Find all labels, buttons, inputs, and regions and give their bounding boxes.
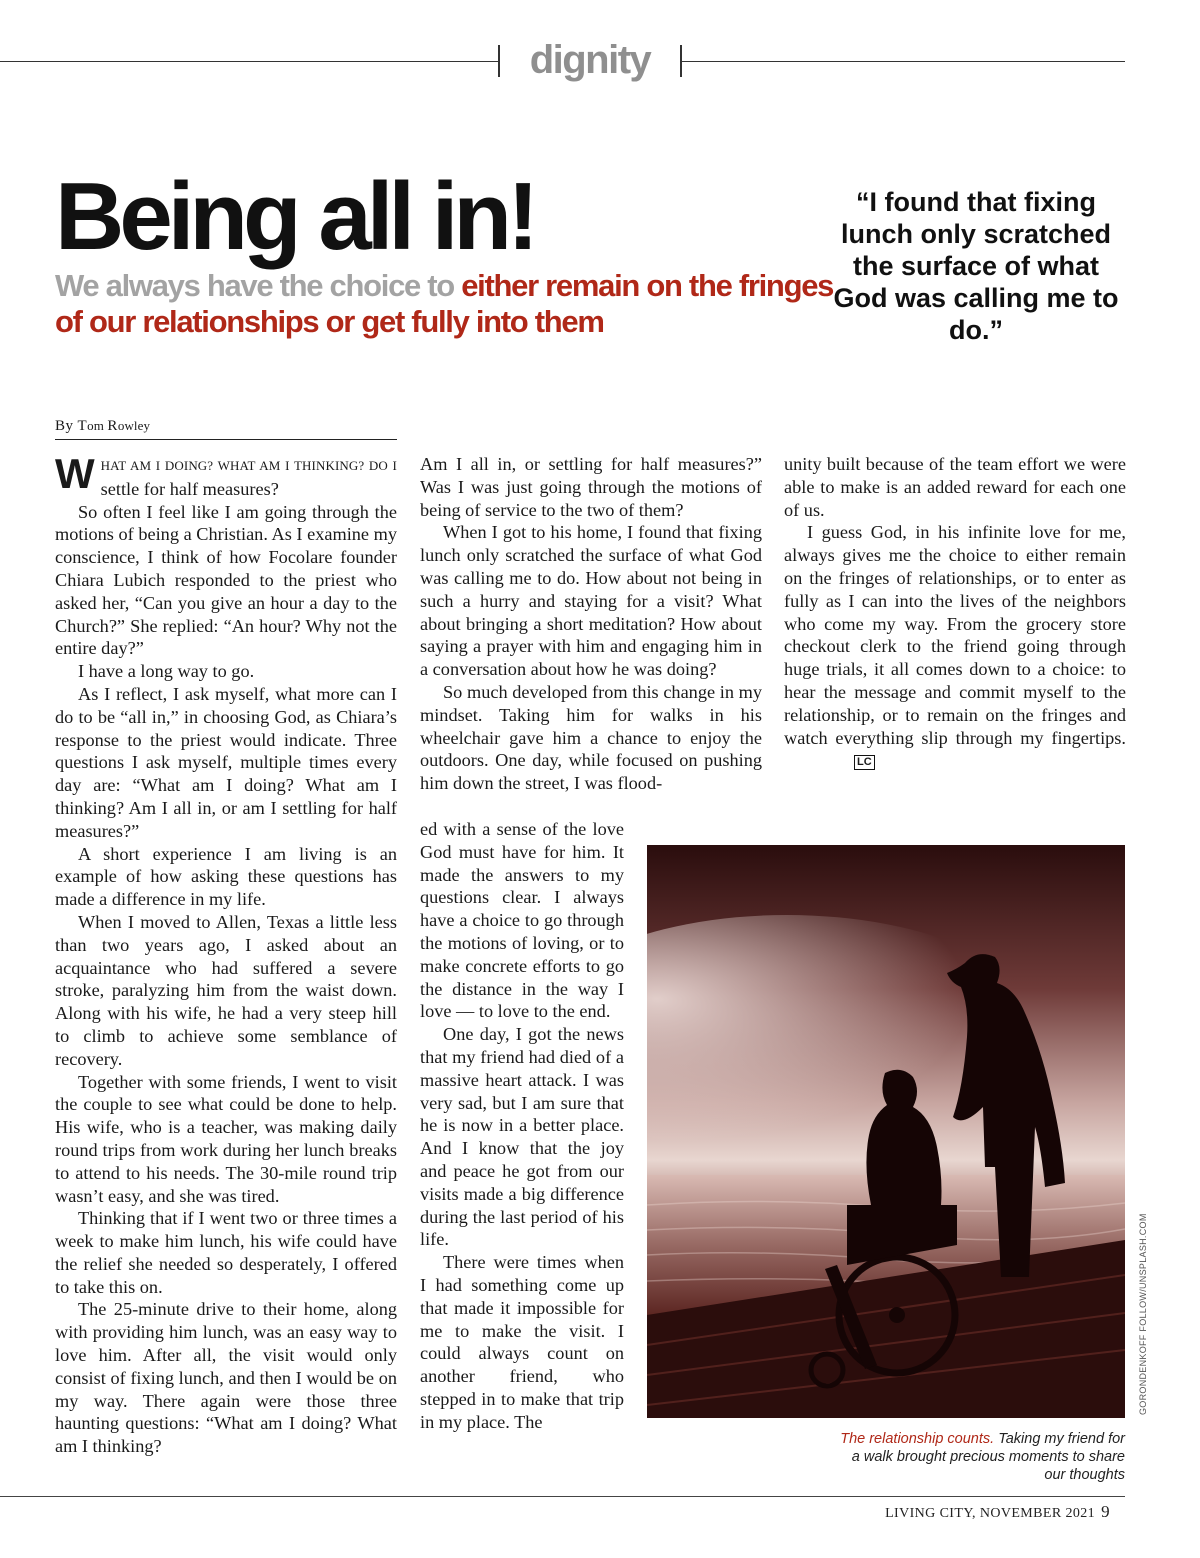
pull-quote: “I found that fixing lunch only scratched the surface of what God was calling me to do.” — [833, 187, 1119, 345]
body-paragraph: So much developed from this change in my mindset. Taking him for walks in his wheelchair gave him a chance to enjoy the outdoors. One day, while focused on pushing him down the street, I was flood- — [420, 681, 762, 794]
lead-paragraph — [55, 450, 397, 501]
body-paragraph-continued: Am I all in, or settling for half measures?” Was I was just going through the motions of being of service to the two of them? — [420, 454, 762, 520]
body-paragraph: I have a long way to go. — [78, 661, 255, 682]
byline-author-part: owley — [117, 418, 151, 433]
article-column-2-upper — [420, 453, 762, 795]
body-paragraph: One day, I got the news that my friend had died of a massive heart attack. I was very sad, but I am sure that he is now in a better place. And I know that the joy and peace he got from our visits made a big difference during the last period of his life. — [420, 1024, 624, 1250]
body-paragraph: When I got to his home, I found that fixing lunch only scratched the surface of what God was calling me to do. How about not being in such a hurry and staying for a visit? What about bringing a short meditation? How about saying a prayer with him and engaging him in a conversation about how he was doing? — [420, 522, 762, 680]
byline-author-initial: T — [77, 418, 88, 434]
subhead-grey: We always have the choice to — [55, 268, 462, 303]
publication-name: LIVING CITY, NOVEMBER 2021 — [885, 1506, 1096, 1521]
body-paragraph-final — [784, 521, 1126, 772]
final-text: I guess God, in his infinite love for me, always gives me the choice to either remain on the fringes of relationships, or to enter as fully as I can into the lives of the neighbors who come my way. From the grocery store checkout clerk to the friend going through huge trials, it all comes down to a choice: to hear the message and commit myself to the relationship, or to remain on the fringes and watch everything slip through my fingertips. — [784, 522, 1126, 748]
article-photo — [647, 845, 1125, 1418]
byline-author-part: om — [87, 418, 108, 433]
body-paragraph: When I moved to Allen, Texas a little less than two years ago, I asked about an acquaintance who had suffered a severe stroke, paralyzing him from the waist down. Along with his wife, he had a very steep hill to climb to achieve some semblance of recovery. — [55, 911, 397, 1069]
body-paragraph-continued: unity built because of the team effort we were able to make is an added reward for each one of us. — [784, 454, 1126, 520]
lead-caps: HAT AM I DOING? WHAT AM I THINKING? DO I — [100, 458, 397, 473]
byline-rule — [55, 439, 397, 440]
drop-cap: W — [55, 450, 95, 497]
caption-text: Taking my friend for a walk brought precious moments to share our thoughts — [851, 1431, 1125, 1483]
page-footer — [885, 1502, 1110, 1522]
byline-by: By — [55, 418, 78, 434]
article-column-3 — [784, 453, 1126, 772]
article-headline: Being all in! — [55, 163, 535, 270]
body-paragraph: Together with some friends, I went to visit the couple to see what could be done to help. His wife, who is a teacher, was making daily round trips from work during her lunch breaks to attend to his needs. The 30-mile round trip wasn’t easy, and she was tired. — [55, 1071, 397, 1206]
lead-rest: settle for half measures? — [100, 478, 279, 499]
caption-lead: The relationship counts. — [840, 1431, 995, 1447]
body-paragraph: There were times when I had something come up that made it impossible for me to make the visit. I could always count on another friend, who stepped in to make that trip in my place. The — [420, 1252, 624, 1432]
byline — [55, 418, 150, 435]
subhead-red: either remain on the fringes of our relationships or get fully into them — [55, 268, 834, 339]
article-subhead — [55, 268, 835, 340]
body-paragraph: A short experience I am living is an example of how asking these questions has made a difference in my life. — [55, 843, 397, 910]
photo-silhouette-illustration — [647, 845, 1125, 1418]
body-paragraph: Thinking that if I went two or three times a week to make him lunch, his wife could have the relief she needed so desperately, I offered to take this on. — [55, 1208, 397, 1297]
byline-author-initial: R — [107, 418, 118, 434]
body-paragraph: As I reflect, I ask myself, what more can I do to be “all in,” in choosing God, as Chiara’s response to the priest would indicate. Three questions I ask myself, multiple times every day are: “What am I doing? What am I thinking? Am I all in, or am I settling for half measures?” — [55, 683, 397, 841]
article-column-2-lower — [420, 818, 624, 1434]
photo-credit: GORONDENKOFF FOLLOW/UNSPLASH.COM — [1138, 1213, 1148, 1415]
body-paragraph-continued: ed with a sense of the love God must have for him. It made the answers to my questions clear. I always have a choice to go through the motions of loving, or to make concrete efforts to go the distance in the way I love — to love to the end. — [420, 819, 624, 1022]
article-column-1 — [55, 450, 397, 1458]
footer-rule — [0, 1496, 1125, 1497]
section-label: dignity — [529, 38, 651, 82]
body-paragraph: The 25-minute drive to their home, along with providing him lunch, was an easy way to love him. After all, the visit would only consist of fixing lunch, and then I would be on my way. There again were those three haunting questions: “What am I doing? What am I thinking? — [55, 1299, 397, 1457]
photo-caption — [840, 1430, 1125, 1484]
body-paragraph: So often I feel like I am going through the motions of being a Christian. As I examine my conscience, I think of how Focolare founder Chiara Lubich responded to the priest who asked her, “Can you give an hour a day to the Church?” She replied: “An hour? Why not the entire day?” — [55, 501, 397, 659]
photo-wheelchair-hub — [889, 1307, 905, 1323]
page-number: 9 — [1101, 1502, 1110, 1521]
section-rule-left — [0, 61, 498, 62]
end-mark-icon: LC — [854, 755, 875, 770]
section-rule-right — [682, 61, 1125, 62]
